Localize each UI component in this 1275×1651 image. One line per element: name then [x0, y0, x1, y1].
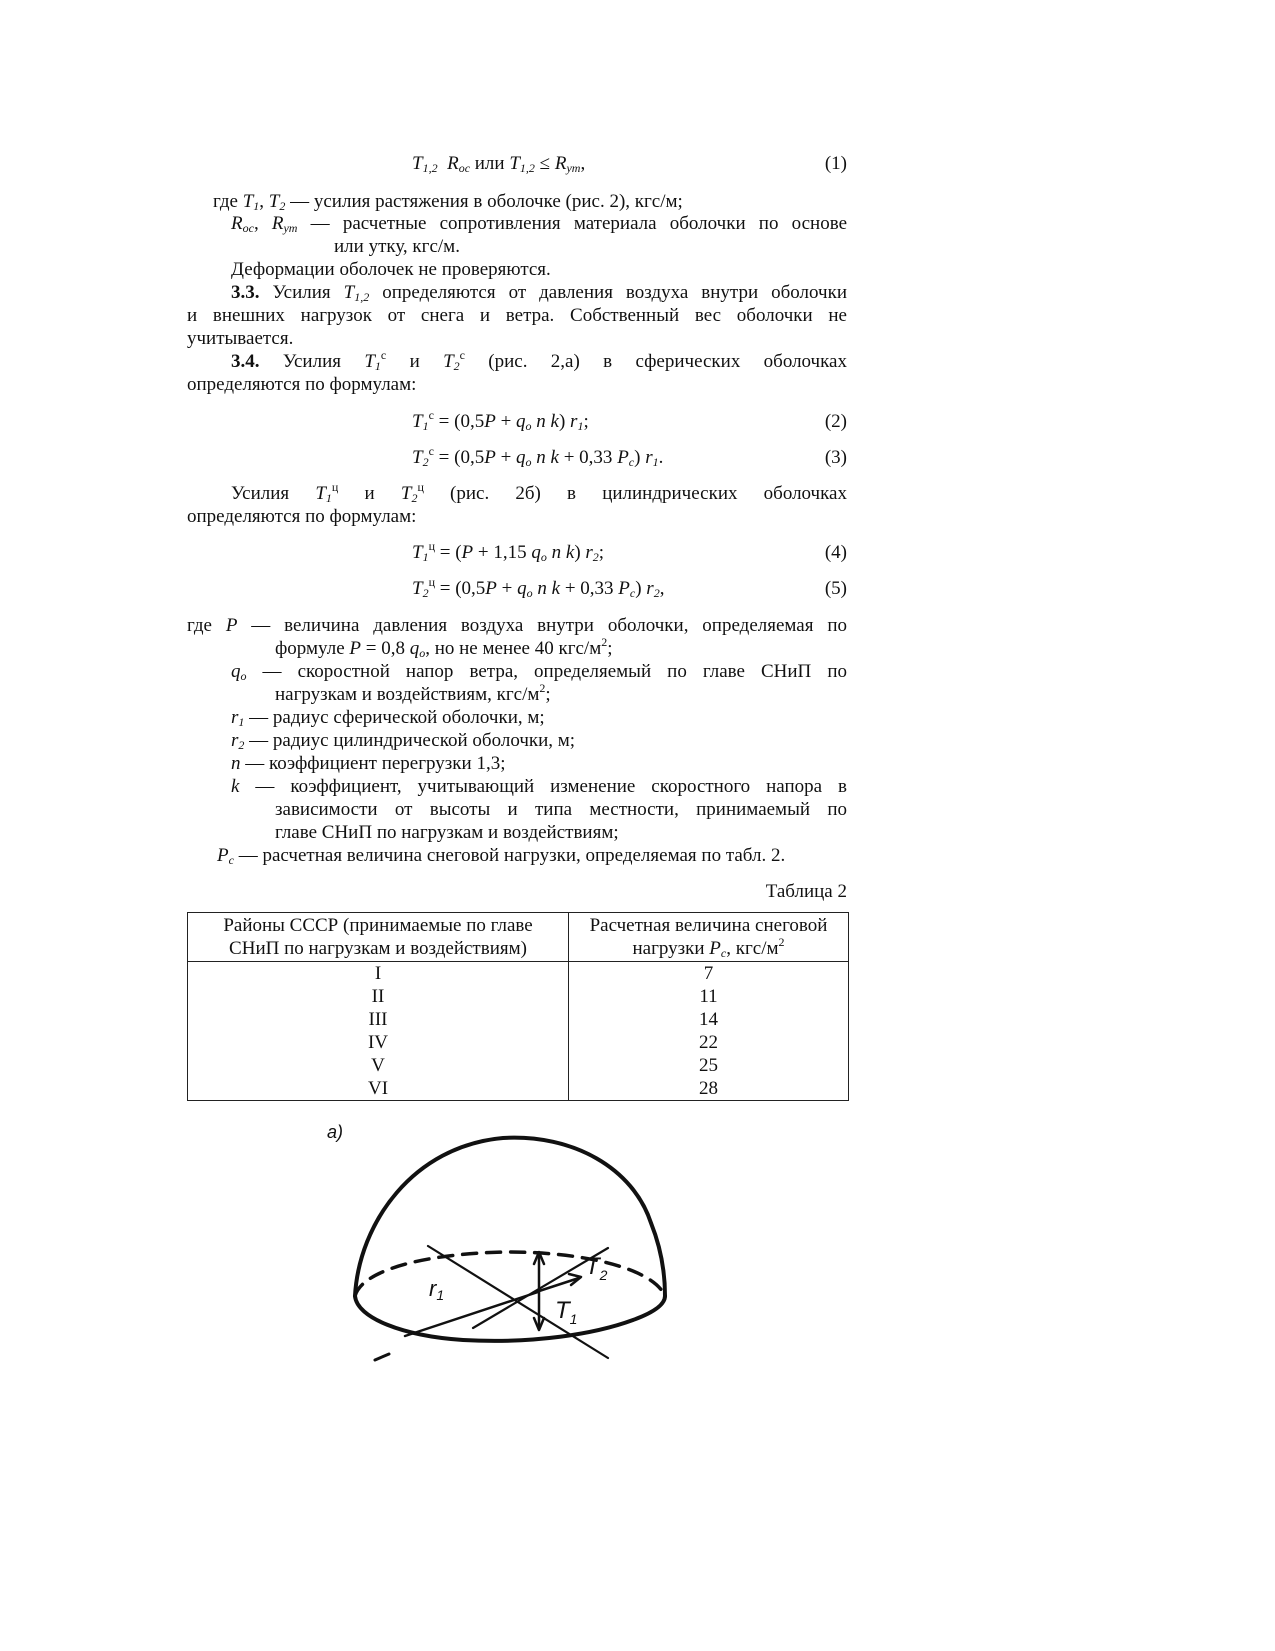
- text: ): [574, 542, 586, 563]
- text: нагрузкам и воздействиям, кгс/м: [275, 684, 540, 705]
- value-cell: 14: [569, 1008, 849, 1031]
- symbol: P: [709, 938, 721, 959]
- clause-number: 3.3.: [231, 282, 260, 303]
- symbol: r: [231, 730, 239, 751]
- header-snow-load: [569, 913, 849, 962]
- definition-q: [231, 660, 847, 683]
- subscript: 1: [577, 419, 584, 433]
- punct: ;: [607, 638, 613, 659]
- subscript: 1: [374, 359, 381, 373]
- paragraph-3-3-line3: учитывается.: [187, 328, 294, 349]
- text: — коэффициент, учитывающий изменение скоростного напора в: [239, 776, 847, 797]
- subscript: 2: [653, 586, 660, 600]
- formula-number: (4): [824, 542, 847, 563]
- definition-k-cont1: зависимости от высоты и типа местности, принимаемый по: [275, 799, 847, 820]
- subscript: 2: [592, 550, 599, 564]
- symbol: r: [570, 411, 578, 432]
- subscript: 1: [569, 1311, 578, 1327]
- symbol: R: [447, 153, 459, 174]
- formula-2: [187, 410, 847, 436]
- figure-label: a): [327, 1122, 344, 1142]
- symbol: R: [231, 213, 243, 234]
- symbol: P: [461, 542, 474, 563]
- paragraph-3-4-line2: определяются по формулам:: [187, 374, 417, 395]
- paragraph-cylindrical-line2: определяются по формулам:: [187, 506, 417, 527]
- subscript: o: [419, 646, 426, 660]
- region-cell: VI: [188, 1077, 569, 1101]
- symbol: T: [412, 578, 423, 599]
- text: ): [558, 411, 571, 432]
- formula-3-expression: [412, 446, 663, 469]
- text: = (0,5: [433, 411, 485, 432]
- symbol: q: [516, 447, 526, 468]
- text: + 0,33: [560, 578, 619, 599]
- snow-load-table: [187, 912, 849, 1101]
- table-row: [188, 1077, 849, 1101]
- text: ): [634, 447, 646, 468]
- header-line: Районы СССР (принимаемые по главе: [223, 915, 533, 936]
- subscript: 1: [238, 715, 245, 729]
- symbol: q: [531, 542, 541, 563]
- text: , но не менее 40 кгс/м: [425, 638, 602, 659]
- subscript: 1: [436, 1287, 445, 1303]
- symbol: r: [645, 447, 653, 468]
- superscript: 2: [778, 935, 785, 949]
- dash-extension: [375, 1354, 389, 1360]
- definition-pc: [217, 844, 785, 867]
- text: — скоростной напор ветра, определяемый по главе СНиП по: [246, 661, 847, 682]
- subscript: 2: [422, 455, 429, 469]
- subscript: 2: [279, 199, 286, 213]
- region-cell: II: [188, 985, 569, 1008]
- text: формуле: [275, 638, 350, 659]
- symbol: P: [349, 638, 361, 659]
- formula-5-expression: [412, 577, 664, 600]
- superscript: с: [428, 444, 434, 458]
- text: — расчетная величина снеговой нагрузки, определяемая по табл. 2.: [233, 845, 786, 866]
- definition-k: [231, 775, 847, 798]
- region-cell: III: [188, 1008, 569, 1031]
- superscript: 2: [601, 635, 608, 649]
- formula-1: [187, 152, 847, 178]
- text: — радиус сферической оболочки, м;: [244, 707, 545, 728]
- text: +: [495, 447, 517, 468]
- value-cell: 28: [569, 1077, 849, 1101]
- subscript: o: [540, 550, 547, 564]
- symbol: q: [517, 578, 527, 599]
- text: где: [187, 615, 226, 636]
- symbol: T: [585, 1253, 600, 1280]
- text: (рис. 2б) в цилиндрических оболочках: [423, 483, 847, 504]
- symbol: r: [646, 578, 654, 599]
- formula-2-expression: [412, 410, 589, 433]
- symbol: P: [225, 615, 238, 636]
- text: и: [338, 483, 401, 504]
- base-front-edge: [355, 1296, 665, 1341]
- symbol: n k: [546, 542, 575, 563]
- subscript: 1: [422, 419, 429, 433]
- subscript: c: [628, 455, 635, 469]
- symbol: n k: [531, 447, 559, 468]
- label-r: [429, 1276, 444, 1303]
- table-row: [188, 1054, 849, 1077]
- text: — коэффициент перегрузки 1,3;: [240, 753, 506, 774]
- definition-t1-t2: [213, 190, 683, 213]
- base-back-edge: [355, 1252, 665, 1296]
- table-caption: Таблица 2: [765, 881, 847, 902]
- formula-number: (2): [824, 411, 847, 432]
- text: Усилия: [259, 351, 365, 372]
- subscript: 1,2: [354, 290, 370, 304]
- superscript: 2: [539, 681, 546, 695]
- subscript: ос: [458, 161, 471, 175]
- subscript: ут: [566, 161, 581, 175]
- text: и: [386, 351, 444, 372]
- paragraph-3-4-line1: [231, 350, 847, 373]
- symbol: T: [412, 542, 423, 563]
- subscript: o: [526, 586, 533, 600]
- formula-number: (3): [824, 447, 847, 468]
- header-line: , кгс/м: [726, 938, 779, 959]
- symbol: q: [516, 411, 526, 432]
- superscript: ц: [428, 539, 435, 553]
- symbol: T: [509, 153, 520, 174]
- symbol: P: [485, 578, 497, 599]
- region-cell: I: [188, 962, 569, 986]
- symbol: q: [231, 661, 241, 682]
- symbol: k: [231, 776, 240, 797]
- definition-r1: [231, 706, 545, 729]
- formula-5: [187, 577, 847, 603]
- symbol: n: [231, 753, 241, 774]
- text: — радиус цилиндрической оболочки, м;: [244, 730, 576, 751]
- subscript: 2: [238, 738, 245, 752]
- definition-p: [187, 614, 847, 637]
- subscript: c: [228, 853, 234, 867]
- superscript: с: [380, 348, 387, 362]
- subscript: 1: [253, 199, 260, 213]
- table-row: [188, 1031, 849, 1054]
- superscript: ц: [428, 575, 435, 589]
- punct: ,: [580, 153, 586, 174]
- value-cell: 22: [569, 1031, 849, 1054]
- symbol: T: [315, 483, 326, 504]
- definition-roc-ryt: $R_{ос}$, $R_{ут}$ — расчетные сопротивления материала оболочки по основе: [231, 213, 847, 235]
- subscript: 1: [325, 491, 332, 505]
- subscript: 2: [453, 359, 460, 373]
- subscript: 1,2: [422, 161, 438, 175]
- text: Усилия: [231, 483, 316, 504]
- label-t2: [585, 1253, 608, 1283]
- punct: ;: [545, 684, 551, 705]
- formula-4-expression: [412, 541, 604, 564]
- text: = 0,8: [361, 638, 410, 659]
- value-cell: 7: [569, 962, 849, 986]
- subscript: 1: [652, 455, 659, 469]
- subscript: 1: [422, 550, 429, 564]
- symbol: r: [429, 1276, 437, 1301]
- table-row: [188, 985, 849, 1008]
- definition-q-cont: [275, 683, 551, 706]
- text: ): [635, 578, 647, 599]
- superscript: с: [459, 348, 465, 362]
- paragraph-3-3-line2: и внешних нагрузок от снега и ветра. Собственный вес оболочки не: [187, 305, 847, 326]
- definition-p-cont: [275, 637, 613, 660]
- subscript: o: [240, 669, 247, 683]
- symbol: T: [268, 191, 280, 212]
- symbol: P: [484, 447, 496, 468]
- punct: ;: [583, 411, 589, 432]
- symbol: n k: [531, 411, 559, 432]
- symbol: r: [585, 542, 593, 563]
- subscript: o: [525, 419, 532, 433]
- text: +: [495, 411, 517, 432]
- value-cell: 25: [569, 1054, 849, 1077]
- symbol: T: [242, 191, 254, 212]
- table-row: [188, 962, 849, 986]
- header-line: СНиП по нагрузкам и воздействиям): [229, 938, 527, 959]
- formula-1-expression: [412, 152, 585, 175]
- header-regions: [188, 913, 569, 962]
- table-header-row: [188, 913, 849, 962]
- symbol: P: [484, 411, 496, 432]
- text: = (0,5: [435, 578, 486, 599]
- region-cell: IV: [188, 1031, 569, 1054]
- subscript: ут: [283, 221, 298, 235]
- definition-r2: [231, 729, 575, 752]
- superscript: с: [428, 408, 434, 422]
- text: (рис. 2,а) в сферических оболочках: [464, 351, 847, 372]
- definition-k-cont2: главе СНиП по нагрузкам и воздействиям;: [275, 822, 619, 843]
- formula-number: (5): [824, 578, 847, 599]
- subscript: 1,2: [519, 161, 535, 175]
- definition-n: [231, 752, 505, 775]
- formula-4: [187, 541, 847, 567]
- table-row: [188, 1008, 849, 1031]
- subscript: o: [525, 455, 532, 469]
- header-line: нагрузки: [632, 938, 710, 959]
- punct: ;: [598, 542, 605, 563]
- symbol: T: [364, 351, 375, 372]
- symbol: T: [443, 351, 454, 372]
- symbol: P: [617, 447, 629, 468]
- text: — усилия растяжения в оболочке (рис. 2), кгс/м;: [285, 191, 683, 212]
- symbol: T: [555, 1297, 570, 1324]
- subscript: 2: [411, 491, 418, 505]
- text: = (0,5: [433, 447, 485, 468]
- paragraph-3-3-line1: [231, 281, 847, 304]
- text: — расчетные сопротивления материала оболочки по основе: [297, 213, 847, 234]
- region-cell: V: [188, 1054, 569, 1077]
- subscript: c: [629, 586, 636, 600]
- label-t1: [555, 1297, 577, 1327]
- text: где: [213, 191, 243, 212]
- symbol: R: [271, 213, 284, 234]
- symbol: P: [217, 845, 229, 866]
- symbol: T: [400, 483, 412, 504]
- formula-number: (1): [824, 153, 847, 174]
- text: +: [496, 578, 518, 599]
- text: + 1,15: [473, 542, 532, 563]
- punct: .: [658, 447, 664, 468]
- text: ,: [259, 191, 269, 212]
- value-cell: 11: [569, 985, 849, 1008]
- header-line: Расчетная величина снеговой: [589, 915, 828, 936]
- text: + 0,33: [558, 447, 618, 468]
- clause-number: 3.4.: [231, 351, 260, 372]
- subscript: 2: [422, 586, 429, 600]
- text: Усилия: [259, 282, 344, 303]
- subscript: ос: [242, 221, 254, 235]
- symbol: T: [412, 447, 423, 468]
- symbol: R: [554, 153, 567, 174]
- symbol: P: [618, 578, 630, 599]
- dome-outline: [355, 1138, 665, 1296]
- punct: ,: [659, 578, 665, 599]
- symbol: T: [343, 282, 355, 303]
- text: — величина давления воздуха внутри оболочки, определяемая по: [237, 615, 847, 636]
- text: = (: [435, 542, 462, 563]
- superscript: ц: [417, 480, 424, 494]
- symbol: T: [412, 411, 423, 432]
- deformation-note: Деформации оболочек не проверяются.: [231, 259, 551, 280]
- subscript: c: [720, 946, 727, 960]
- definition-roc-ryt-cont: или утку, кгс/м.: [334, 236, 460, 257]
- operator: ≤: [539, 153, 551, 174]
- radius-line: [405, 1292, 538, 1336]
- symbol: q: [409, 638, 420, 659]
- figure-spherical-shell: [327, 1122, 703, 1374]
- formula-3: [187, 446, 847, 472]
- subscript: 2: [599, 1267, 608, 1283]
- superscript: ц: [331, 480, 339, 494]
- word: или: [474, 153, 505, 174]
- symbol: n k: [532, 578, 561, 599]
- paragraph-cylindrical-line1: [231, 482, 847, 505]
- shell-diagram: [327, 1122, 703, 1368]
- text: определяются от давления воздуха внутри оболочки: [369, 282, 847, 303]
- symbol: T: [412, 153, 423, 174]
- symbol: r: [231, 707, 239, 728]
